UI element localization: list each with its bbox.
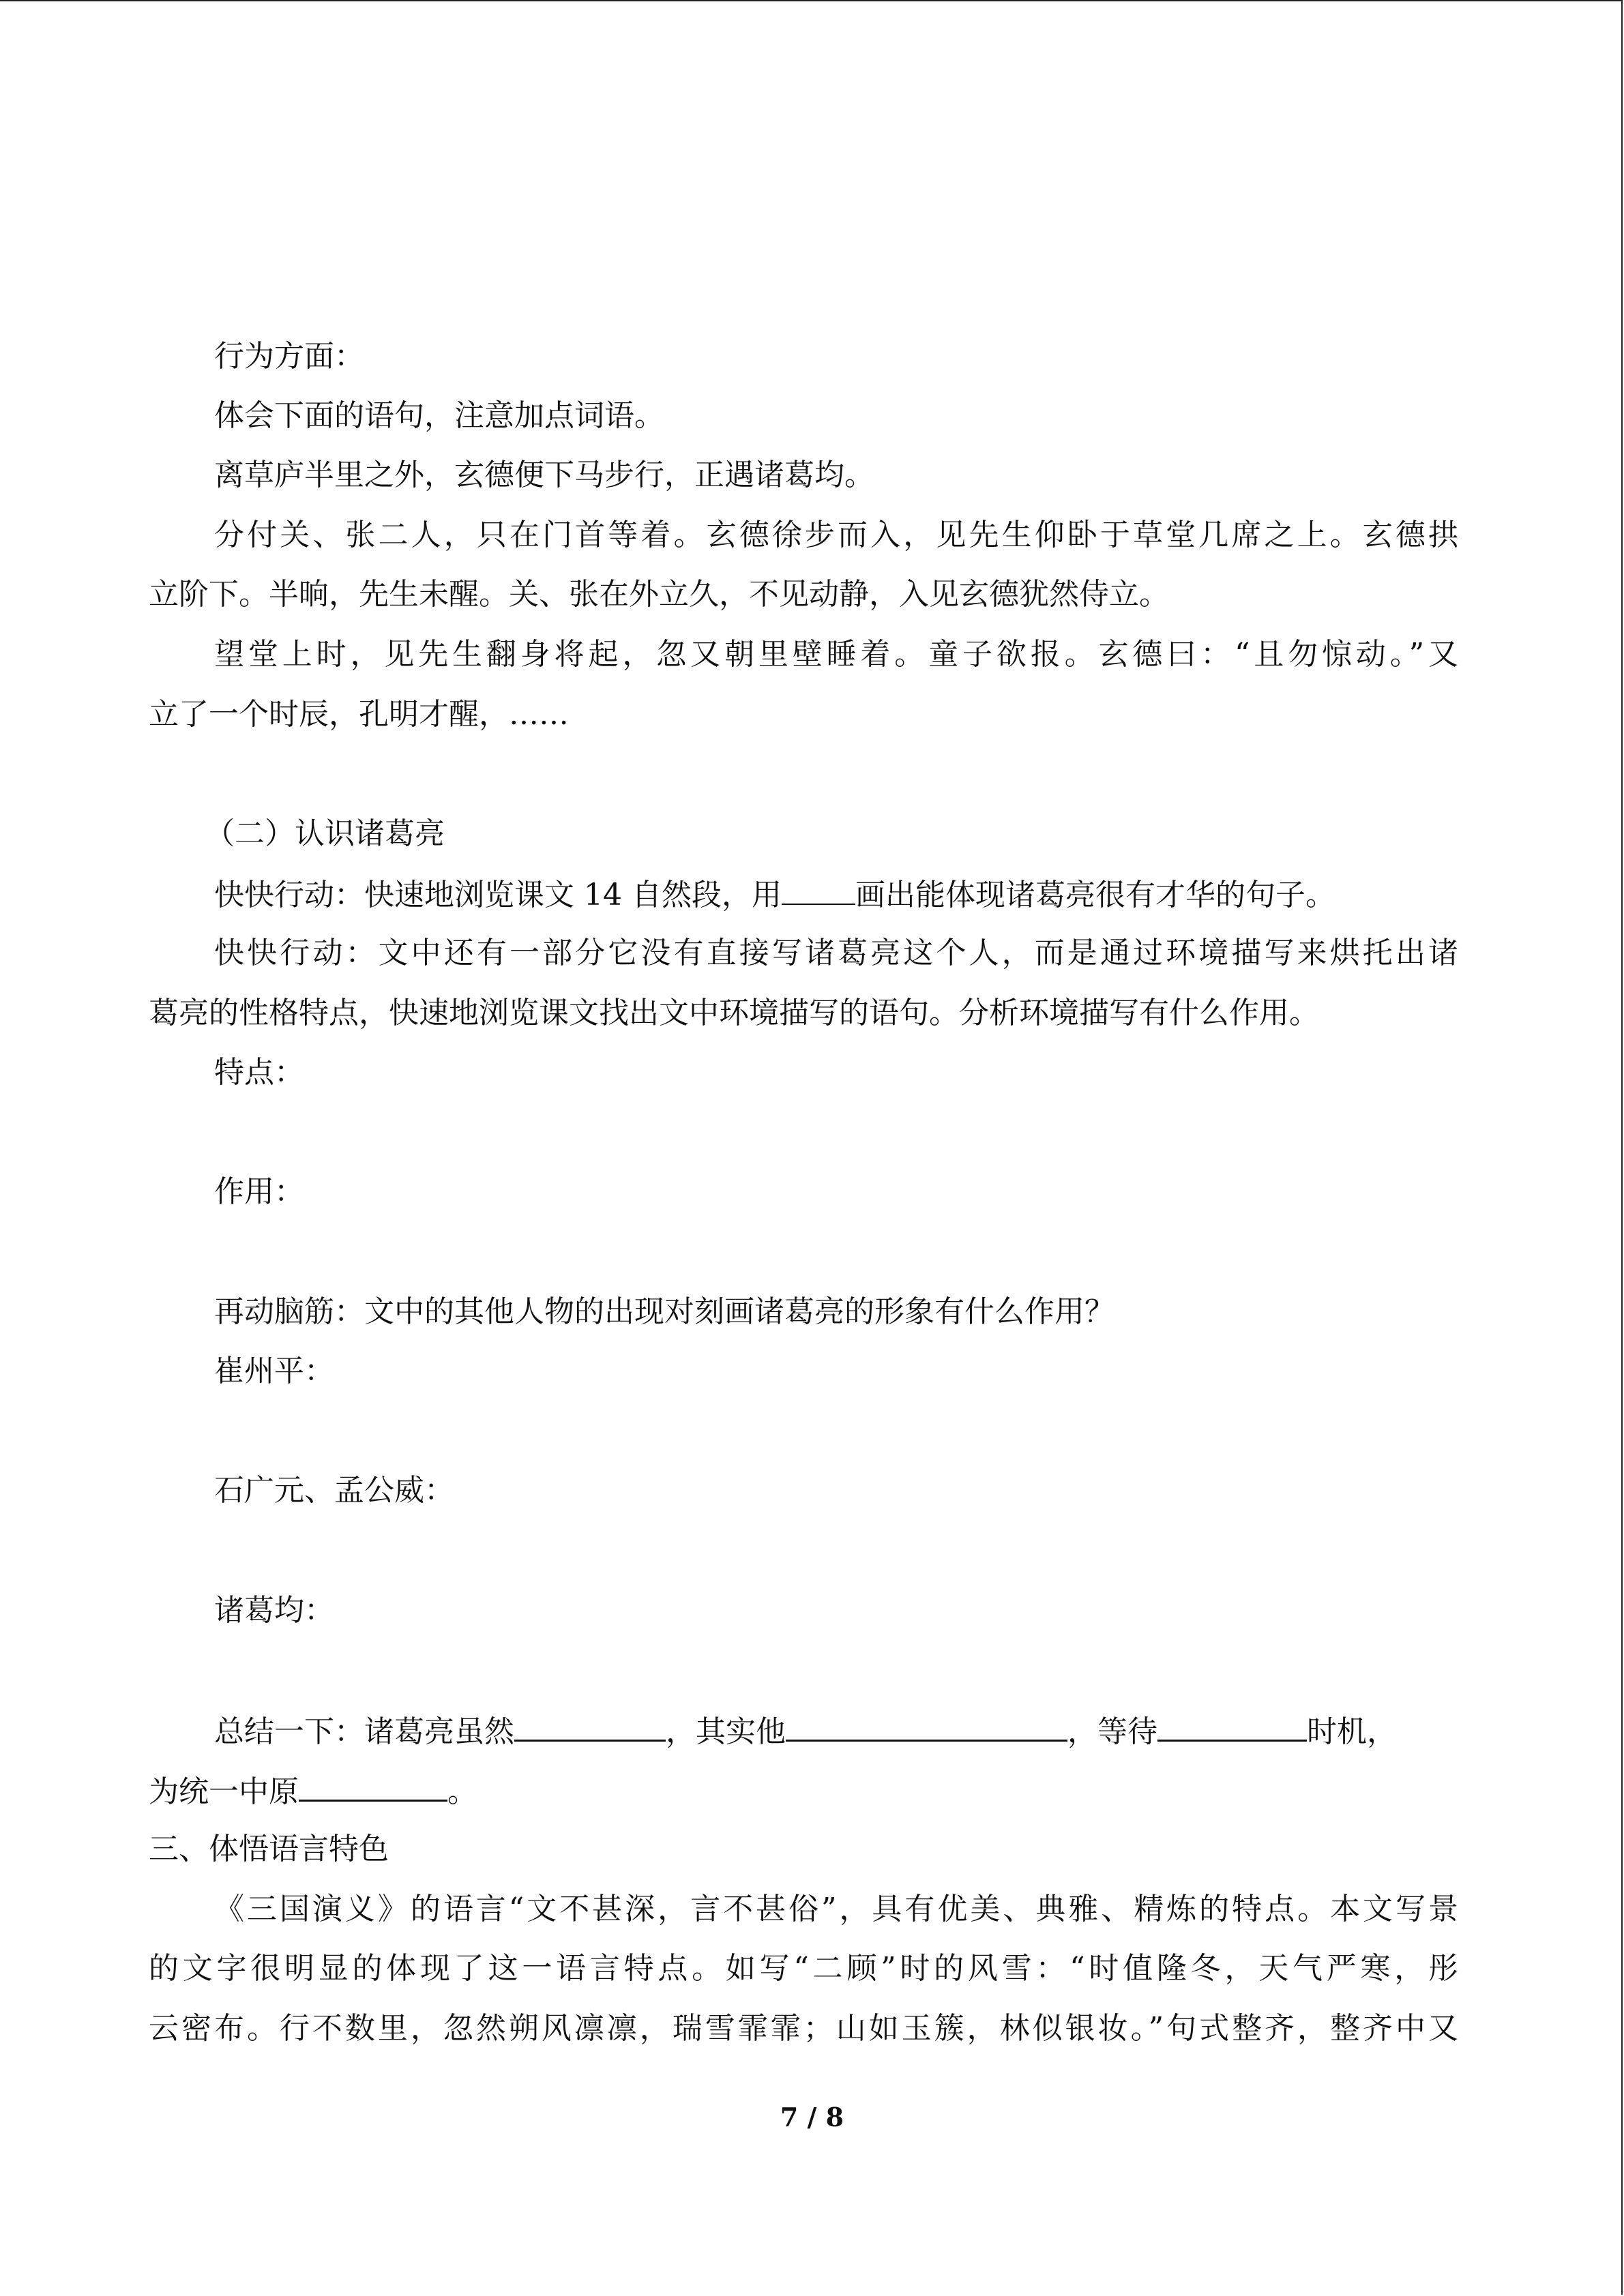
text-line: 行为方面： bbox=[214, 339, 364, 374]
text-line: 作用： bbox=[214, 1174, 304, 1209]
fill-blank bbox=[299, 1770, 447, 1802]
text-line: 崔州平： bbox=[214, 1354, 334, 1388]
text-segment: 画出能体现诸葛亮很有才华的句子。 bbox=[855, 878, 1335, 912]
text-line: 《三国演义》的语言“文不甚深，言不甚俗”，具有优美、典雅、精炼的特点。本文写景 bbox=[214, 1892, 1458, 1926]
text-line: 葛亮的性格特点，快速地浏览课文找出文中环境描写的语句。分析环境描写有什么作用。 bbox=[149, 996, 1319, 1030]
text-segment: 。 bbox=[447, 1774, 477, 1809]
fill-blank bbox=[514, 1710, 666, 1742]
text-line: 离草庐半里之外，玄德便下马步行，正遇诸葛均。 bbox=[214, 458, 874, 492]
text-segment: 时机， bbox=[1307, 1714, 1397, 1749]
text-line bbox=[214, 874, 1624, 916]
text-segment: 快快行动：快速地浏览课文 14 自然段，用 bbox=[214, 878, 782, 912]
text-line: 特点： bbox=[214, 1055, 304, 1090]
page-number: 7 / 8 bbox=[780, 2102, 844, 2132]
text-line: 的文字很明显的体现了这一语言特点。如写“二顾”时的风雪：“时值隆冬，天气严寒，彤 bbox=[149, 1951, 1458, 1986]
text-line: 诸葛均： bbox=[214, 1593, 334, 1628]
text-segment: ，其实他 bbox=[666, 1714, 786, 1749]
fill-blank bbox=[782, 874, 855, 905]
text-line: 望堂上时，见先生翻身将起，忽又朝里壁睡着。童子欲报。玄德曰：“且勿惊动。”又 bbox=[214, 637, 1458, 672]
section-heading: 三、体悟语言特色 bbox=[149, 1832, 389, 1866]
text-segment: ，等待 bbox=[1067, 1714, 1157, 1749]
text-line: 再动脑筋：文中的其他人物的出现对刻画诸葛亮的形象有什么作用？ bbox=[214, 1294, 1114, 1329]
text-segment: 总结一下：诸葛亮虽然 bbox=[214, 1714, 514, 1749]
text-line bbox=[214, 1710, 1624, 1753]
text-segment: 为统一中原 bbox=[149, 1774, 299, 1809]
fill-blank bbox=[1157, 1710, 1307, 1742]
text-line: 石广元、孟公威： bbox=[214, 1473, 454, 1508]
text-line: 分付关、张二人，只在门首等着。玄德徐步而入，见先生仰卧于草堂几席之上。玄德拱 bbox=[214, 518, 1458, 552]
text-line: 立了一个时辰，孔明才醒，…… bbox=[149, 697, 569, 732]
text-line: 立阶下。半晌，先生未醒。关、张在外立久，不见动静，入见玄德犹然侍立。 bbox=[149, 577, 1169, 612]
text-line: 快快行动：文中还有一部分它没有直接写诸葛亮这个人，而是通过环境描写来烘托出诸 bbox=[214, 936, 1458, 970]
text-line: 体会下面的语句，注意加点词语。 bbox=[214, 398, 664, 433]
fill-blank bbox=[786, 1710, 1067, 1742]
section-heading: （二）认识诸葛亮 bbox=[205, 816, 445, 851]
text-line bbox=[149, 1770, 1624, 1813]
text-line: 云密布。行不数里，忽然朔风凛凛，瑞雪霏霏；山如玉簇，林似银妆。”句式整齐，整齐中又 bbox=[149, 2011, 1458, 2046]
